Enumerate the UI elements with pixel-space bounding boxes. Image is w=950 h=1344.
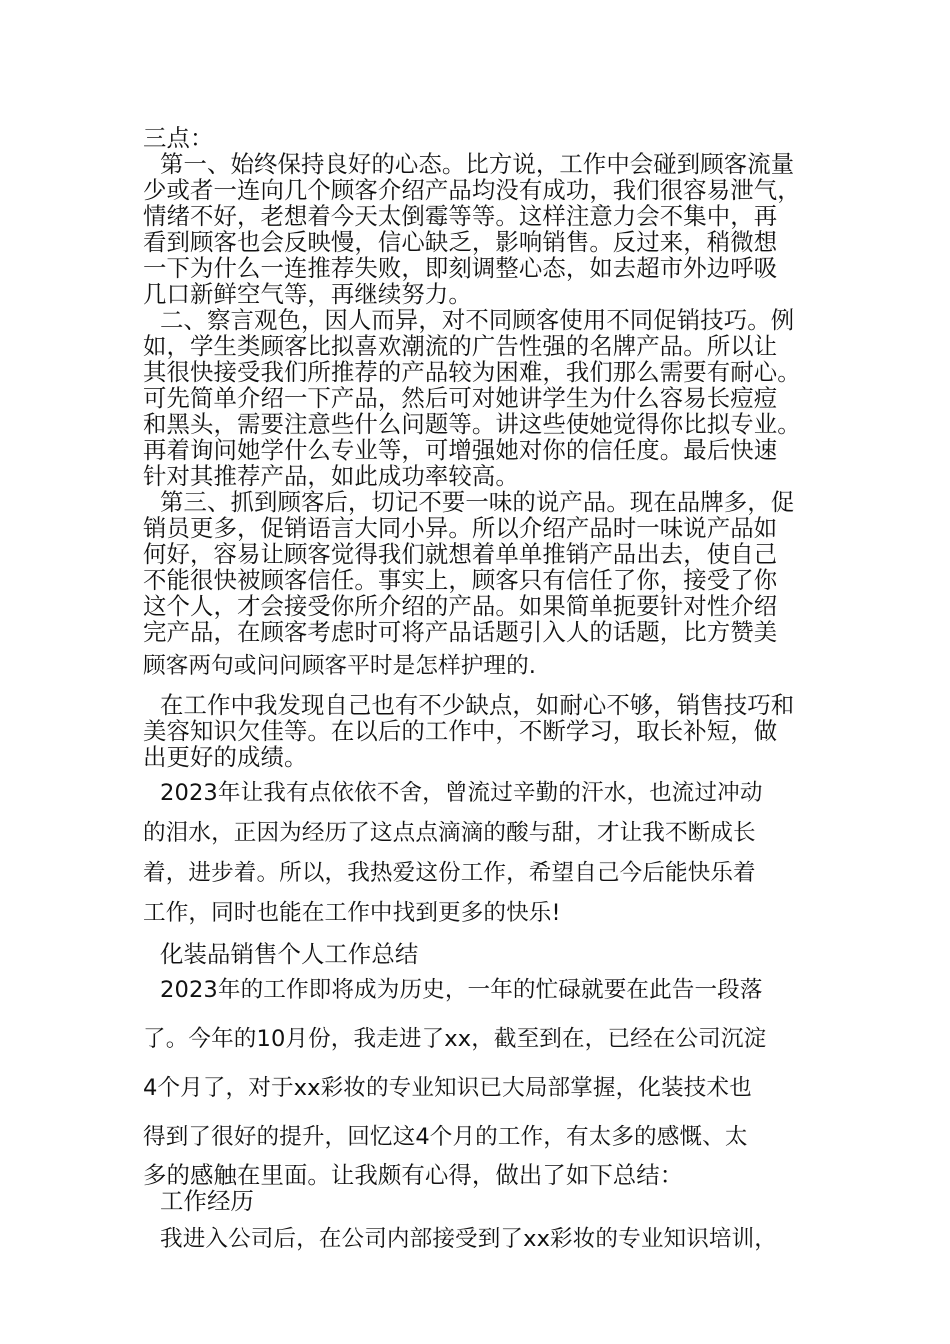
paragraph-6-line: 多的感触在里面。让我颇有心得，做出了如下总结： (143, 1161, 684, 1189)
paragraph-1-line: 看到顾客也会反映慢，信心缺乏，影响销售。反过来，稍微想 (143, 228, 778, 256)
paragraph-1-line: 一下为什么一连推荐失败，即刻调整心态，如去超市外边呼吸 (143, 254, 778, 282)
subsection-title: 工作经历 (160, 1187, 254, 1215)
text-line: 三点： (143, 124, 214, 152)
paragraph-6-line: 4个月了，对于xx彩妆的专业知识已大局部掌握，化装技术也 (143, 1075, 752, 1101)
paragraph-3-line: 何好，容易让顾客觉得我们就想着单单推销产品出去，使自己 (143, 540, 778, 568)
paragraph-3-line: 这个人，才会接受你所介绍的产品。如果简单扼要针对性介绍 (143, 592, 778, 620)
paragraph-2-line: 和黑头，需要注意些什么问题等。讲这些使她觉得你比拟专业。 (143, 410, 801, 438)
paragraph-2-line: 如，学生类顾客比拟喜欢潮流的广告性强的名牌产品。所以让 (143, 332, 778, 360)
paragraph-3-line: 第三、抓到顾客后，切记不要一味的说产品。现在品牌多，促 (160, 488, 795, 516)
paragraph-7-line: 我进入公司后，在公司内部接受到了xx彩妆的专业知识培训， (160, 1226, 777, 1252)
paragraph-2-line: 二、察言观色，因人而异，对不同顾客使用不同促销技巧。例 (160, 306, 795, 334)
paragraph-5-line: 着，进步着。所以，我热爱这份工作，希望自己今后能快乐着 (143, 860, 756, 886)
section-title: 化装品销售个人工作总结 (160, 940, 419, 968)
paragraph-5-line: 的泪水，正因为经历了这点点滴滴的酸与甜，才让我不断成长 (143, 820, 756, 846)
paragraph-4-line: 出更好的成绩。 (143, 743, 308, 771)
paragraph-1-line: 情绪不好，老想着今天太倒霉等等。这样注意力会不集中，再 (143, 202, 778, 230)
paragraph-4-line: 在工作中我发现自己也有不少缺点，如耐心不够，销售技巧和 (160, 691, 795, 719)
paragraph-3-line: 不能很快被顾客信任。事实上，顾客只有信任了你，接受了你 (143, 566, 778, 594)
paragraph-1-line: 第一、始终保持良好的心态。比方说，工作中会碰到顾客流量 (160, 150, 795, 178)
paragraph-6-line: 得到了很好的提升，回忆这4个月的工作，有太多的感慨、太 (143, 1124, 748, 1150)
paragraph-4-line: 美容知识欠佳等。在以后的工作中，不断学习，取长补短，做 (143, 717, 778, 745)
paragraph-2-line: 可先简单介绍一下产品，然后可对她讲学生为什么容易长痘痘 (143, 384, 778, 412)
paragraph-6-line: 了。今年的10月份，我走进了xx，截至到在，已经在公司沉淀 (143, 1026, 767, 1052)
paragraph-6-line: 2023年的工作即将成为历史，一年的忙碌就要在此告一段落 (160, 977, 763, 1003)
paragraph-1-line: 少或者一连向几个顾客介绍产品均没有成功，我们很容易泄气， (143, 176, 801, 204)
paragraph-3-line: 顾客两句或问问顾客平时是怎样护理的. (143, 653, 537, 679)
paragraph-1-line: 几口新鲜空气等，再继续努力。 (143, 280, 472, 308)
paragraph-3-line: 完产品，在顾客考虑时可将产品话题引入人的话题，比方赞美 (143, 618, 778, 646)
paragraph-2-line: 其很快接受我们所推荐的产品较为困难，我们那么需要有耐心。 (143, 358, 801, 386)
paragraph-5-line: 2023年让我有点依依不舍，曾流过辛勤的汗水，也流过冲动 (160, 780, 763, 806)
paragraph-5-line: 工作，同时也能在工作中找到更多的快乐! (143, 900, 561, 926)
paragraph-2-line: 再着询问她学什么专业等，可增强她对你的信任度。最后快速 (143, 436, 778, 464)
paragraph-3-line: 销员更多，促销语言大同小异。所以介绍产品时一味说产品如 (143, 514, 778, 542)
paragraph-2-line: 针对其推荐产品，如此成功率较高。 (143, 462, 519, 490)
